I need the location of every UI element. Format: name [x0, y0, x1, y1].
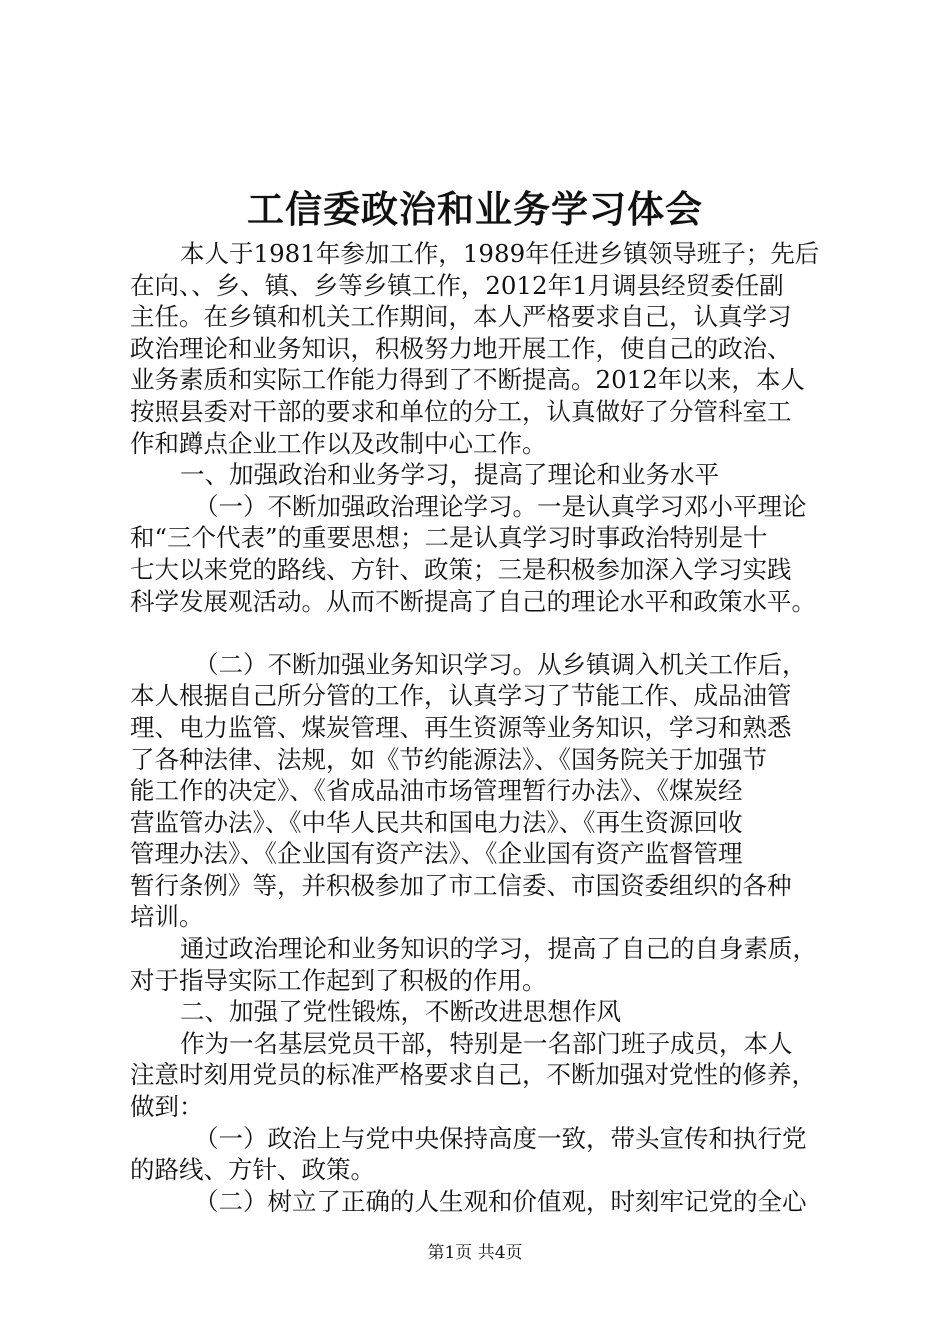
body-line: 业务素质和实际工作能力得到了不断提高。2012年以来，本人 [130, 365, 805, 395]
body-line: 暂行条例》等，并积极参加了市工信委、市国资委组织的各种 [130, 870, 792, 900]
body-line: 按照县委对干部的要求和单位的分工，认真做好了分管科室工 [130, 396, 792, 426]
body-line: （二）树立了正确的人生观和价值观，时刻牢记党的全心 [194, 1186, 807, 1216]
body-line: 理、电力监管、煤炭管理、再生资源等业务知识，学习和熟悉 [130, 712, 792, 742]
body-line: 七大以来党的路线、方针、政策；三是积极参加深入学习实践 [130, 554, 792, 584]
body-line: 注意时刻用党员的标准严格要求自己，不断加强对党性的修养， [130, 1060, 816, 1090]
body-line: 做到： [130, 1092, 204, 1122]
body-line: 作为一名基层党员干部，特别是一名部门班子成员，本人 [180, 1028, 793, 1058]
body-line: 本人根据自己所分管的工作，认真学习了节能工作、成品油管 [130, 681, 792, 711]
body-line: 作和蹲点企业工作以及改制中心工作。 [130, 428, 547, 458]
body-line: 了各种法律、法规，如《节约能源法》、《国务院关于加强节 [130, 744, 767, 774]
section-heading: 一、加强政治和业务学习，提高了理论和业务水平 [180, 460, 719, 490]
body-line: （二）不断加强业务知识学习。从乡镇调入机关工作后， [194, 649, 807, 679]
page-footer: 第1页 共4页 [427, 1243, 523, 1263]
body-line: 营监管办法》、《中华人民共和国电力法》、《再生资源回收 [130, 807, 743, 837]
body-line: 的路线、方针、政策。 [130, 1155, 375, 1185]
body-line: 对于指导实际工作起到了积极的作用。 [130, 965, 547, 995]
body-line: 政治理论和业务知识，积极努力地开展工作，使自己的政治、 [130, 333, 792, 363]
body-line: 管理办法》、《企业国有资产法》、《企业国有资产监督管理 [130, 839, 743, 869]
body-line: 在向、、乡、镇、乡等乡镇工作，2012年1月调县经贸委任副 [130, 270, 784, 300]
body-line: （一）不断加强政治理论学习。一是认真学习邓小平理论 [194, 491, 807, 521]
document-body [130, 238, 836, 1217]
section-heading: 二、加强了党性锻炼，不断改进思想作风 [180, 997, 621, 1027]
body-line: 主任。在乡镇和机关工作期间，本人严格要求自己，认真学习 [130, 302, 792, 332]
body-line: 培训。 [130, 902, 204, 932]
body-line: 能工作的决定》、《省成品油市场管理暂行办法》、《煤炭经 [130, 776, 743, 806]
body-line: 本人于1981年参加工作，1989年任进乡镇领导班子；先后 [180, 239, 820, 268]
body-line: 和“三个代表”的重要思想；二是认真学习时事政治特别是十 [130, 523, 768, 553]
body-line: 科学发展观活动。从而不断提高了自己的理论水平和政策水平。 [130, 586, 816, 616]
document-title: 工信委政治和业务学习体会 [247, 187, 703, 231]
body-line: （一）政治上与党中央保持高度一致，带头宣传和执行党 [194, 1123, 807, 1153]
body-line: 通过政治理论和业务知识的学习，提高了自己的自身素质， [180, 934, 817, 964]
